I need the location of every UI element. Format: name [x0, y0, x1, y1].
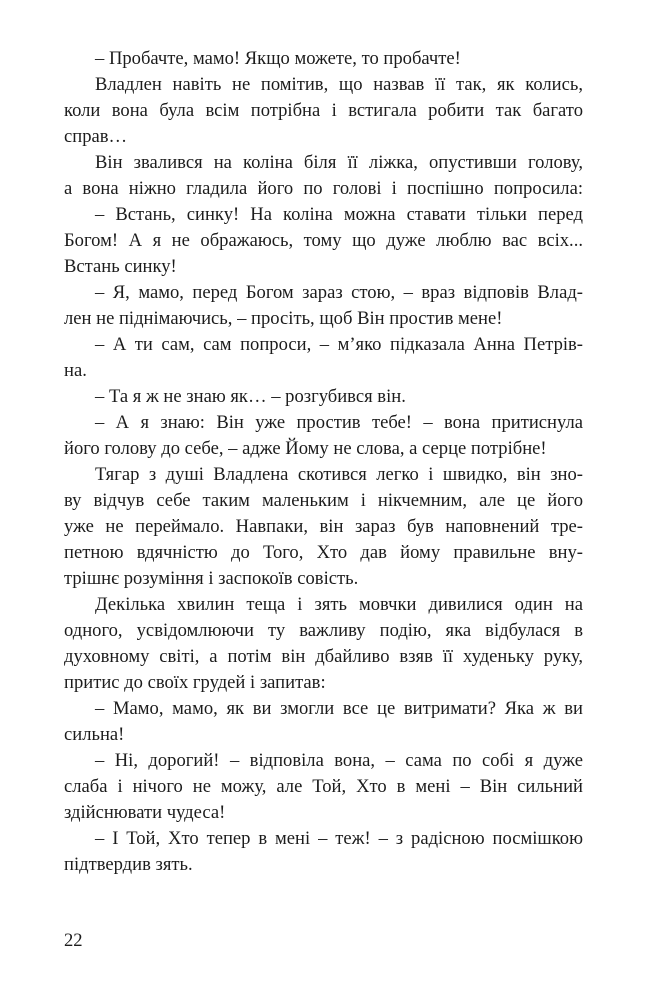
text-line: – Ні, дорогий! – відповіла вона, – сама по собі я дуже	[95, 750, 583, 771]
text-line: одного, усвідомлюючи ту важливу подію, яка відбулася в	[64, 620, 583, 641]
text-line: – А ти сам, сам попроси, – м’яко підказала Анна Петрів-	[95, 334, 583, 355]
page-body	[64, 46, 583, 878]
text-line: лен не піднімаючись, – просіть, щоб Він простив мене!	[64, 308, 503, 329]
text-line: сильна!	[64, 724, 125, 745]
text-line: трішнє розуміння і заспокоїв совість.	[64, 568, 359, 589]
text-line: його голову до себе, – адже Йому не слова, а серце потрібне!	[64, 438, 547, 459]
text-line: Владлен навіть не помітив, що назвав її так, як колись,	[95, 74, 583, 95]
text-line: справ…	[64, 126, 128, 147]
page-number: 22	[64, 930, 83, 951]
text-line: здійснювати чудеса!	[64, 802, 226, 823]
text-line: коли вона була всім потрібна і встигала робити так багато	[64, 100, 583, 121]
text-line: на.	[64, 360, 87, 381]
text-line: – І Той, Хто тепер в мені – теж! – з радісною посмішкою	[95, 828, 583, 849]
text-line: слаба і нічого не можу, але Той, Хто в мені – Він сильний	[64, 776, 583, 797]
text-line: ву відчув себе таким маленьким і нікчемним, але це його	[64, 490, 583, 511]
text-line: – Встань, синку! На коліна можна ставати тільки перед	[95, 204, 583, 225]
text-line: Декілька хвилин теща і зять мовчки дивилися один на	[95, 594, 583, 615]
text-line: – Я, мамо, перед Богом зараз стою, – враз відповів Влад-	[95, 282, 583, 303]
text-line: підтвердив зять.	[64, 854, 193, 875]
text-line: Встань синку!	[64, 256, 177, 277]
text-line: а вона ніжно гладила його по голові і поспішно попросила:	[64, 178, 583, 199]
text-line: притис до своїх грудей і запитав:	[64, 672, 326, 693]
text-line: – Та я ж не знаю як… – розгубився він.	[95, 386, 406, 407]
text-line: духовному світі, а потім він дбайливо взяв її худеньку руку,	[64, 646, 583, 667]
text-line: Тягар з душі Владлена скотився легко і швидко, він зно-	[95, 464, 583, 485]
text-line: уже не переймало. Навпаки, він зараз був наповнений тре-	[64, 516, 583, 537]
text-line: – Пробачте, мамо! Якщо можете, то пробачте!	[95, 48, 461, 69]
text-line: – Мамо, мамо, як ви змогли все це витримати? Яка ж ви	[95, 698, 583, 719]
text-line: Богом! А я не ображаюсь, тому що дуже люблю вас всіх...	[64, 230, 583, 251]
text-line: – А я знаю: Він уже простив тебе! – вона притиснула	[95, 412, 583, 433]
text-line: Він звалився на коліна біля її ліжка, опустивши голову,	[95, 152, 583, 173]
text-line: петною вдячністю до Того, Хто дав йому правильне вну-	[64, 542, 583, 563]
